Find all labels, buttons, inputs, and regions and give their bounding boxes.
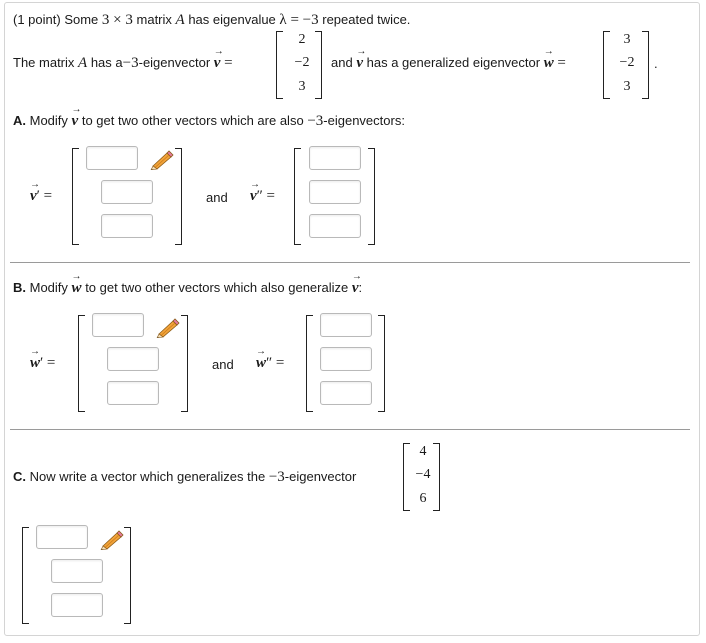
w-prime-label: → w′ = — [30, 355, 55, 372]
divider — [10, 429, 690, 430]
w-double-prime-entry-2[interactable] — [320, 347, 372, 371]
pencil-icon[interactable] — [150, 150, 174, 170]
problem-header: (1 point) Some 3 × 3 matrix A has eigenvalue λ = −3 repeated twice. — [13, 12, 411, 28]
divider — [10, 262, 690, 263]
w-symbol: → w — [544, 55, 554, 72]
v-double-prime-entry-1[interactable] — [309, 146, 361, 170]
part-b-label: B. — [13, 280, 26, 295]
pencil-icon[interactable] — [156, 318, 180, 338]
and-label-b: and — [212, 357, 234, 372]
w-prime-entry-2[interactable] — [107, 347, 159, 371]
w-double-prime-entry-1[interactable] — [320, 313, 372, 337]
pencil-icon[interactable] — [100, 530, 124, 550]
part-a-label: A. — [13, 113, 26, 128]
v-prime-entry-3[interactable] — [101, 214, 153, 238]
w-double-prime-entry-3[interactable] — [320, 381, 372, 405]
eigenvalue-expr: λ = −3 — [279, 12, 319, 28]
and-label-a: and — [206, 190, 228, 205]
matrix-dim: 3 × 3 — [101, 12, 133, 28]
v-symbol: → v — [214, 55, 221, 72]
w-double-prime-label: → w″ = — [256, 355, 284, 372]
v-double-prime-entry-3[interactable] — [309, 214, 361, 238]
given-statement: The matrix A has a−3-eigenvector → v = — [13, 55, 233, 72]
part-a-prompt: A. Modify → v to get two other vectors which are also −3-eigenvectors: — [13, 113, 405, 130]
v-double-prime-label: → v″ = — [250, 188, 275, 205]
w-prime-entry-3[interactable] — [107, 381, 159, 405]
part-c-prompt: C. Now write a vector which generalizes the −3-eigenvector — [13, 469, 357, 485]
v-prime-entry-2[interactable] — [101, 180, 153, 204]
c-entry-2[interactable] — [51, 559, 103, 583]
part-c-label: C. — [13, 469, 26, 484]
c-entry-1[interactable] — [36, 525, 88, 549]
w-prime-entry-1[interactable] — [92, 313, 144, 337]
c-entry-3[interactable] — [51, 593, 103, 617]
v-prime-label: → v′ = — [30, 188, 52, 205]
v-prime-entry-1[interactable] — [86, 146, 138, 170]
points-label: (1 point) — [13, 12, 61, 27]
part-b-prompt: B. Modify → w to get two other vectors which also generalize → v: — [13, 280, 362, 297]
v-double-prime-entry-2[interactable] — [309, 180, 361, 204]
given-statement-2: and → v has a generalized eigenvector → w = — [331, 55, 566, 72]
